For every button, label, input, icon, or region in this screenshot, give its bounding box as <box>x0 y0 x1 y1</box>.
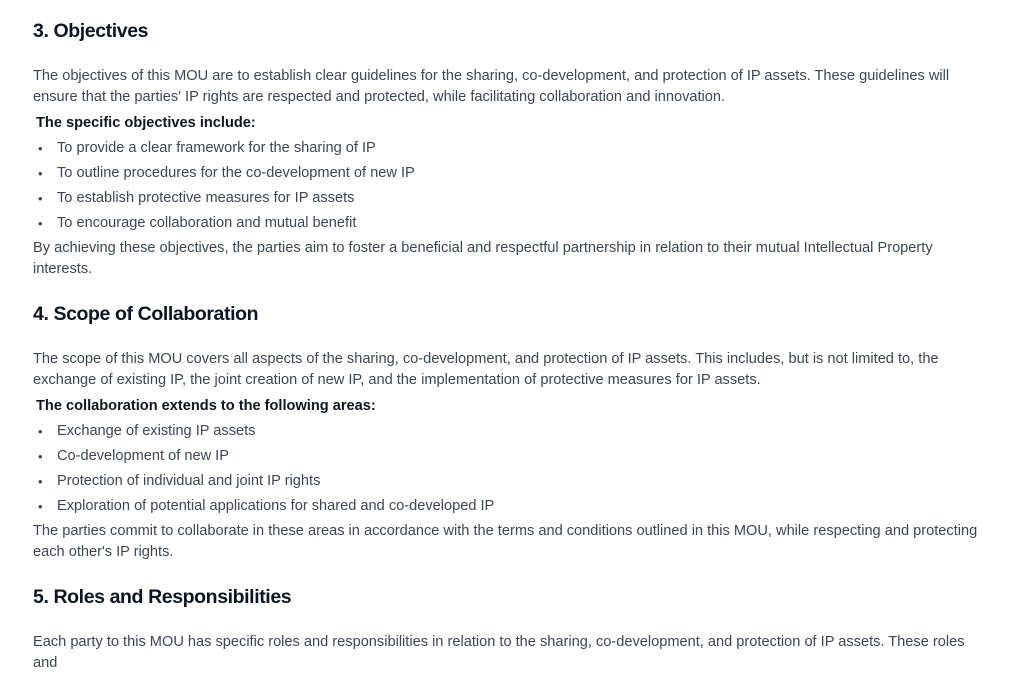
list-label: The collaboration extends to the following areas: <box>36 398 376 414</box>
list-item: • Exploration of potential applications for shared and co-developed IP <box>33 494 990 519</box>
bullet-list <box>33 419 990 519</box>
section-outro-paragraph: The parties commit to collaborate in these areas in accordance with the terms and conditions outlined in this MOU, while respecting and protecting each other's IP rights. <box>33 523 978 560</box>
section-outro-paragraph: By achieving these objectives, the parties aim to foster a beneficial and respectful partnership in relation to their mutual Intellectual Property interests. <box>33 240 933 277</box>
bullet-list <box>33 136 990 236</box>
section-intro-paragraph: Each party to this MOU has specific roles and responsibilities in relation to the sharing, co-development, and protection of IP assets. These roles and <box>33 634 965 671</box>
list-item: • To establish protective measures for IP assets <box>33 186 990 211</box>
section-scope-of-collaboration <box>33 303 990 563</box>
section-heading: 4. Scope of Collaboration <box>33 303 259 325</box>
section-heading: 5. Roles and Responsibilities <box>33 586 292 608</box>
section-heading: 3. Objectives <box>33 20 149 42</box>
list-item: • Co-development of new IP <box>33 444 990 469</box>
section-objectives <box>33 20 990 280</box>
list-item: • Protection of individual and joint IP rights <box>33 469 990 494</box>
list-item: • To encourage collaboration and mutual benefit <box>33 211 990 236</box>
list-item: • To provide a clear framework for the sharing of IP <box>33 136 990 161</box>
list-item: • To outline procedures for the co-development of new IP <box>33 161 990 186</box>
list-label: The specific objectives include: <box>36 115 256 131</box>
list-item: • Exchange of existing IP assets <box>33 419 990 444</box>
section-intro-paragraph: The objectives of this MOU are to establish clear guidelines for the sharing, co-development, and protection of IP assets. These guidelines will ensure that the parties' IP rights are respected and protected, while facilitating collaboration and innovation. <box>33 68 950 105</box>
section-intro-paragraph: The scope of this MOU covers all aspects of the sharing, co-development, and protection of IP assets. This includes, but is not limited to, the exchange of existing IP, the joint creation of new IP, and the implementation of protective measures for IP assets. <box>33 351 939 388</box>
section-roles-and-responsibilities <box>33 586 990 674</box>
